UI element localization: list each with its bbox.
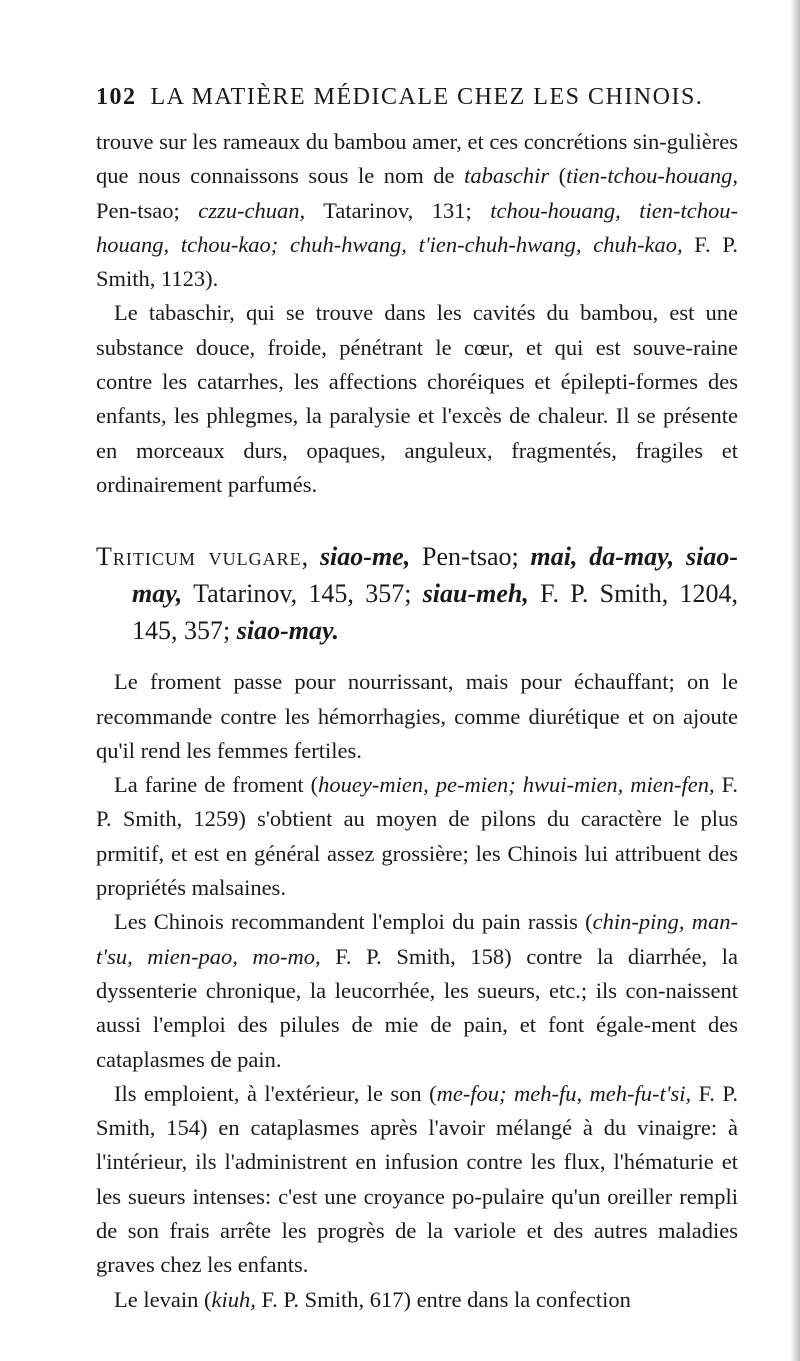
running-title: LA MATIÈRE MÉDICALE CHEZ LES CHINOIS. <box>150 84 704 110</box>
paragraph-son: Ils emploient, à l'extérieur, le son (me-fou; meh-fu, meh-fu-t'si, F. P. Smith, 154) en cataplasmes après l'avoir mélangé à du vinaigre: à l'intérieur, ils l'administrent en infusion contre les flux, l'hématurie et les sueurs intenses: c'est une croyance po-pulaire qu'un oreiller rempli de son frais arrête les progrès de la variole et des autres maladies graves chez les enfants. <box>96 1080 738 1278</box>
entry-heading-triticum: Triticum vulgare, siao-me, Pen-tsao; mai, da-may, siao-may, Tatarinov, 145, 357; siau-meh, F. P. Smith, 1204, 145, 357; siao-may. <box>96 542 739 646</box>
paragraph-levain: Le levain (kiuh, F. P. Smith, 617) entre dans la confection <box>114 1286 631 1312</box>
paragraph-farine: La farine de froment (houey-mien, pe-mien; hwui-mien, mien-fen, F. P. Smith, 1259) s'obtient au moyen de pilons du caractère le plus prmitif, et est en général assez grossière; les Chinois lui attribuent des propriétés malsaines. <box>96 772 738 901</box>
page-number: 102 <box>96 84 137 110</box>
paragraph-froment: Le froment passe pour nourrissant, mais pour échauffant; on le recommande contre les hémorrhagies, comme diurétique et on ajoute qu'il rend les femmes fertiles. <box>96 669 738 763</box>
paragraph-pain: Les Chinois recommandent l'emploi du pain rassis (chin-ping, man-t'su, mien-pao, mo-mo, F. P. Smith, 158) contre la diarrhée, la dyssenterie chronique, la leucorrhée, les sueurs, etc.; ils con-naissent aussi l'emploi des pilules de mie de pain, et font égale-ment des cataplasmes de pain. <box>96 909 738 1072</box>
paragraph-tabaschir: Le tabaschir, qui se trouve dans les cavités du bambou, est une substance douce, froide, pénétrant le cœur, et qui est souve-raine contre les catarrhes, les affections choréiques et épilepti-formes des enfants, les phlegmes, la paralysie et l'excès de chaleur. Il se présente en morceaux durs, opaques, anguleux, fragmentés, fragiles et ordinairement parfumés. <box>96 300 738 497</box>
body-text <box>96 125 738 1317</box>
running-header <box>96 84 736 111</box>
paragraph-continuation: trouve sur les rameaux du bambou amer, et ces concrétions sin-gulières que nous connaissons sous le nom de tabaschir (tien-tchou-houang, Pen-tsao; czzu-chuan, Tatarinov, 131; tchou-houang, tien-tchou-houang, tchou-kao; chuh-hwang, t'ien-chuh-hwang, chuh-kao, F. P. Smith, 1123). <box>96 129 739 292</box>
page-edge-shadow <box>790 0 800 1361</box>
